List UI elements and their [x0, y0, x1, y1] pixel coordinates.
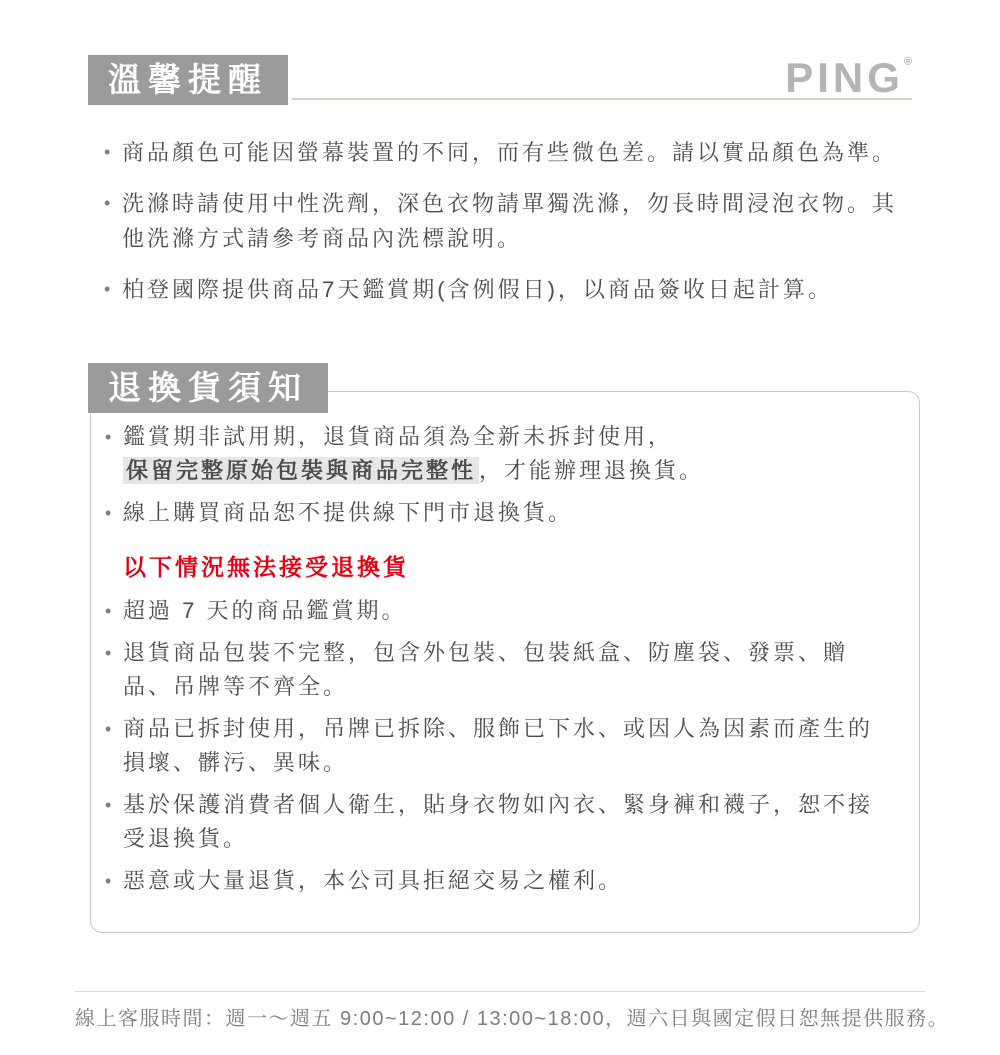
notice-page: [0, 55, 1000, 1055]
reminder-section: [0, 55, 1000, 307]
warning-item: • 基於保護消費者個人衛生，貼身衣物如內衣、緊身褲和襪子，恕不接受退換貨。: [105, 788, 895, 856]
returns-header: [88, 363, 920, 413]
returns-item1-part2: ，才能辦理退換貨。: [479, 458, 705, 483]
warning-item: • 退貨商品包裝不完整，包含外包裝、包裝紙盒、防塵袋、發票、贈品、吊牌等不齊全。: [105, 636, 895, 704]
warning-item: • 商品已拆封使用，吊牌已拆除、服飾已下水、或因人為因素而產生的損壞、髒污、異味。: [105, 712, 895, 780]
reminder-list: [88, 135, 912, 307]
reminder-header-row: [88, 55, 912, 105]
returns-section: [88, 363, 920, 933]
returns-item1-highlight: 保留完整原始包裝與商品完整性: [123, 457, 479, 484]
registered-mark: ®: [903, 56, 912, 68]
returns-item1-part1: 鑑賞期非試用期，退貨商品須為全新未拆封使用，: [123, 424, 674, 449]
returns-item: [105, 420, 895, 488]
returns-list: [105, 420, 895, 530]
warning-item: • 超過 7 天的商品鑑賞期。: [105, 594, 895, 628]
ping-logo-text: PING: [785, 54, 904, 101]
reminder-title: 溫馨提醒: [88, 55, 288, 105]
reminder-item: • 商品顏色可能因螢幕裝置的不同，而有些微色差。請以實品顏色為準。: [104, 135, 912, 170]
warning-title: 以下情況無法接受退換貨: [123, 554, 409, 580]
returns-box: [90, 391, 920, 933]
warning-list: [105, 594, 895, 898]
reminder-item: • 洗滌時請使用中性洗劑，深色衣物請單獨洗滌，勿長時間浸泡衣物。其他洗滌方式請參考商品內洗標說明。: [104, 186, 912, 256]
reminder-item: • 柏登國際提供商品7天鑑賞期(含例假日)，以商品簽收日起計算。: [104, 272, 912, 307]
returns-item: • 線上購買商品恕不提供線下門市退換貨。: [105, 496, 895, 530]
warning-item: • 惡意或大量退貨，本公司具拒絕交易之權利。: [105, 864, 895, 898]
ping-logo: [785, 54, 912, 101]
footer-service-hours: 線上客服時間：週一～週五 9:00~12:00 / 13:00~18:00，週六日與國定假日恕無提供服務。: [75, 1008, 950, 1030]
footer: [75, 991, 950, 1034]
returns-title: 退換貨須知: [88, 363, 328, 413]
